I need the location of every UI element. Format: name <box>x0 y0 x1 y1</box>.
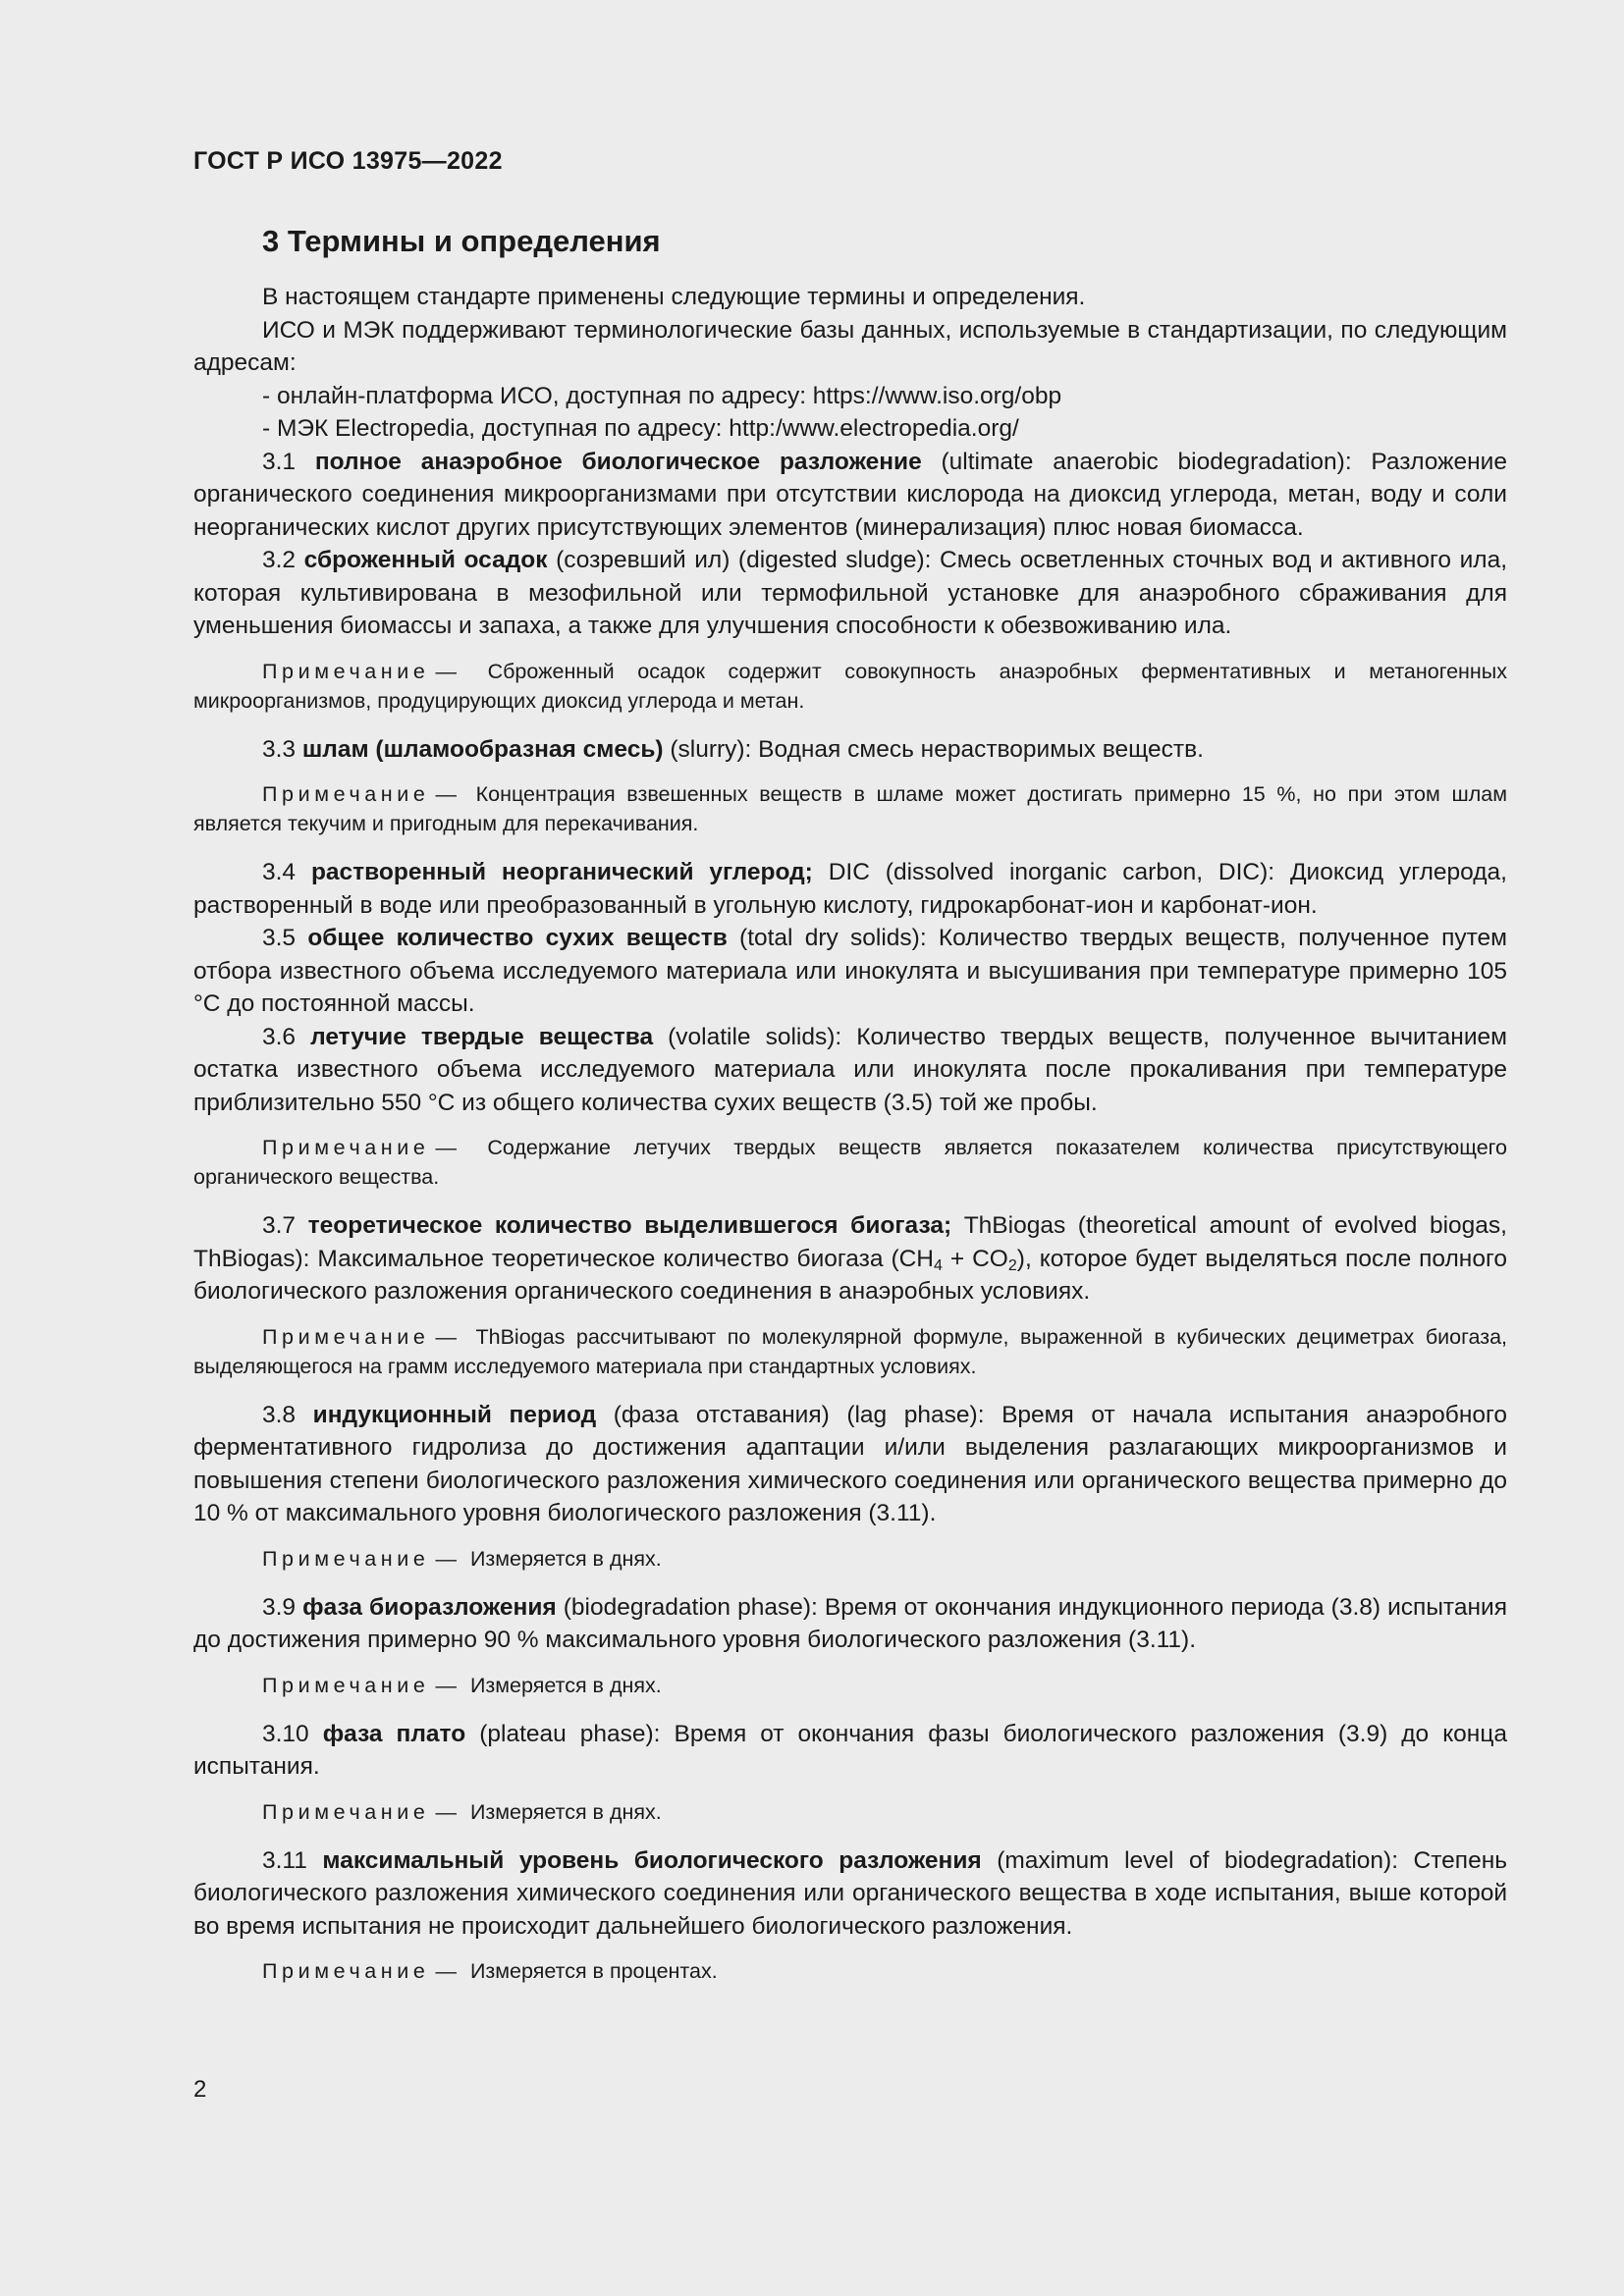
note-dash: — <box>435 1673 457 1697</box>
term-definition-c: ), которое будет выделяться после полного биологического разложения органического соединения в анаэробных условиях. <box>193 1245 1507 1305</box>
note-3-7 <box>193 1322 1507 1381</box>
note-text: Измеряется в днях. <box>469 1799 662 1824</box>
term-number: 3.6 <box>262 1023 297 1050</box>
intro-paragraph-2: ИСО и МЭК поддерживают терминологические базы данных, используемые в стандартизации, по следующим адресам: <box>193 316 1507 376</box>
note-3-2 <box>193 657 1507 716</box>
list-item-iso: - онлайн-платформа ИСО, доступная по адресу: https://www.iso.org/obp <box>262 382 1062 409</box>
term-3-4 <box>193 856 1507 922</box>
note-label: Примечание <box>262 1799 430 1824</box>
note-text: Измеряется в днях. <box>469 1673 662 1697</box>
note-label: Примечание <box>262 782 430 806</box>
note-label: Примечание <box>262 1546 430 1571</box>
note-3-8 <box>193 1544 1507 1574</box>
term-name: максимальный уровень биологического разложения <box>322 1846 982 1874</box>
standard-header: ГОСТ Р ИСО 13975—2022 <box>193 147 503 175</box>
list-item-iec: - МЭК Electropedia, доступная по адресу: http:/www.electropedia.org/ <box>262 415 1019 442</box>
term-definition: (созревший ил) (digested sludge): Смесь осветленных сточных вод и активного ила, которая культивирована в мезофильной или термофильной установке для анаэробного сбраживания для уменьшения биомассы и запаха, а также для улучшения способности к обезвоживанию ила. <box>193 547 1507 639</box>
term-3-8 <box>193 1399 1507 1530</box>
note-label: Примечание <box>262 1324 430 1349</box>
term-3-1 <box>193 446 1507 545</box>
note-label: Примечание <box>262 1959 430 1983</box>
note-text: ThBiogas рассчитывают по молекулярной формуле, выраженной в кубических дециметрах биогаза, выделяющегося на грамм исследуемого материала при стандартных условиях. <box>193 1324 1507 1378</box>
term-number: 3.2 <box>262 547 297 573</box>
term-number: 3.1 <box>262 448 297 475</box>
term-definition-b: + CO <box>942 1245 1008 1272</box>
term-number: 3.3 <box>262 735 297 763</box>
note-dash: — <box>435 1546 457 1571</box>
term-name: летучие твердые вещества <box>310 1023 654 1050</box>
intro-paragraph-1: В настоящем стандарте применены следующие термины и определения. <box>262 284 1086 310</box>
term-definition: (фаза отставания) (lag phase): Время от начала испытания анаэробного ферментативного гидролиза до достижения адаптации и/или выделения разлагающих микроорганизмов и повышения степени биологического разложения химического соединения или органического вещества примерно до 10 % от максимального уровня биологического разложения (3.11). <box>193 1401 1508 1526</box>
note-label: Примечание <box>262 659 430 683</box>
content-body <box>193 224 1507 2003</box>
term-number: 3.8 <box>262 1401 297 1428</box>
term-3-7 <box>193 1209 1507 1308</box>
note-dash: — <box>435 1799 457 1824</box>
term-number: 3.4 <box>262 859 297 885</box>
term-definition: (plateau phase): Время от окончания фазы биологического разложения (3.9) до конца испытания. <box>193 1720 1507 1780</box>
term-name: сброженный осадок <box>303 547 548 573</box>
term-number: 3.7 <box>262 1212 297 1239</box>
term-name: фаза плато <box>322 1720 466 1747</box>
page-number: 2 <box>193 2076 207 2103</box>
note-dash: — <box>435 1136 457 1159</box>
term-3-6 <box>193 1021 1507 1120</box>
note-text: Сброженный осадок содержит совокупность анаэробных ферментативных и метаногенных микроорганизмов, продуцирующих диоксид углерода и метан. <box>193 659 1507 713</box>
term-definition: DIC (dissolved inorganic carbon, DIC): Диоксид углерода, растворенный в воде или преобразованный в угольную кислоту, гидрокарбонат-ион и карбонат-ион. <box>193 859 1507 919</box>
term-definition-a: ThBiogas (theoretical amount of evolved biogas, ThBiogas): Максимальное теоретическое количество биогаза (CH <box>193 1212 1507 1272</box>
term-definition: (total dry solids): Количество твердых веществ, полученное путем отбора известного объема исследуемого материала или инокулята и высушивания при температуре примерно 105 °C до постоянной массы. <box>193 925 1508 1017</box>
term-3-3 <box>193 733 1507 767</box>
term-3-2 <box>193 544 1507 643</box>
term-name: шлам (шламообразная смесь) <box>301 735 664 763</box>
note-dash: — <box>435 782 457 806</box>
section-title: 3 Термины и определения <box>262 224 661 258</box>
term-number: 3.10 <box>262 1720 309 1747</box>
note-3-10 <box>193 1797 1507 1827</box>
note-label: Примечание <box>262 1136 430 1159</box>
term-3-10 <box>193 1718 1507 1784</box>
note-3-9 <box>193 1671 1507 1700</box>
term-number: 3.5 <box>262 925 297 951</box>
note-dash: — <box>435 1324 457 1349</box>
term-number: 3.9 <box>262 1593 297 1621</box>
subscript-4: 4 <box>934 1256 943 1274</box>
term-definition: (volatile solids): Количество твердых веществ, полученное вычитанием остатка известного объема исследуемого материала или инокулята после прокаливания при температуре приблизительно 550 °C из общего количества сухих веществ (3.5) той же пробы. <box>193 1023 1507 1116</box>
term-name: общее количество сухих веществ <box>307 925 728 951</box>
term-definition: (slurry): Водная смесь нерастворимых веществ. <box>663 735 1204 763</box>
note-text: Концентрация взвешенных веществ в шламе может достигать примерно 15 %, но при этом шлам является текучим и пригодным для перекачивания. <box>193 782 1507 835</box>
term-3-5 <box>193 922 1507 1021</box>
term-name: полное анаэробное биологическое разложение <box>314 448 922 475</box>
term-definition: (biodegradation phase): Время от окончания индукционного периода (3.8) испытания до достижения примерно 90 % максимального уровня биологического разложения (3.11). <box>193 1593 1507 1653</box>
term-3-11 <box>193 1844 1507 1944</box>
term-name: теоретическое количество выделившегося биогаза; <box>307 1212 952 1239</box>
note-3-6 <box>193 1133 1507 1192</box>
term-name: растворенный неорганический углерод; <box>310 859 813 885</box>
subscript-2: 2 <box>1007 1256 1017 1274</box>
term-definition: (maximum level of biodegradation): Степень биологического разложения химического соединения или органического вещества в ходе испытания, выше которой во время испытания не происходит дальнейшего биологического разложения. <box>193 1846 1507 1940</box>
note-3-11 <box>193 1956 1507 1986</box>
note-dash: — <box>435 659 457 683</box>
note-text: Измеряется в днях. <box>469 1546 662 1571</box>
note-text: Измеряется в процентах. <box>469 1959 718 1983</box>
note-3-3 <box>193 779 1507 838</box>
term-number: 3.11 <box>262 1846 307 1874</box>
term-3-9 <box>193 1591 1507 1657</box>
note-dash: — <box>435 1959 457 1983</box>
note-label: Примечание <box>262 1673 430 1697</box>
term-definition: (ultimate anaerobic biodegradation): Разложение органического соединения микроорганизмами при отсутствии кислорода на диоксид углерода, метан, воду и соли неорганических кислот других присутствующих элементов (минерализация) плюс новая биомасса. <box>193 448 1507 541</box>
note-text: Содержание летучих твердых веществ является показателем количества присутствующего органического вещества. <box>193 1136 1507 1189</box>
term-name: фаза биоразложения <box>302 1593 557 1621</box>
term-name: индукционный период <box>312 1401 597 1428</box>
